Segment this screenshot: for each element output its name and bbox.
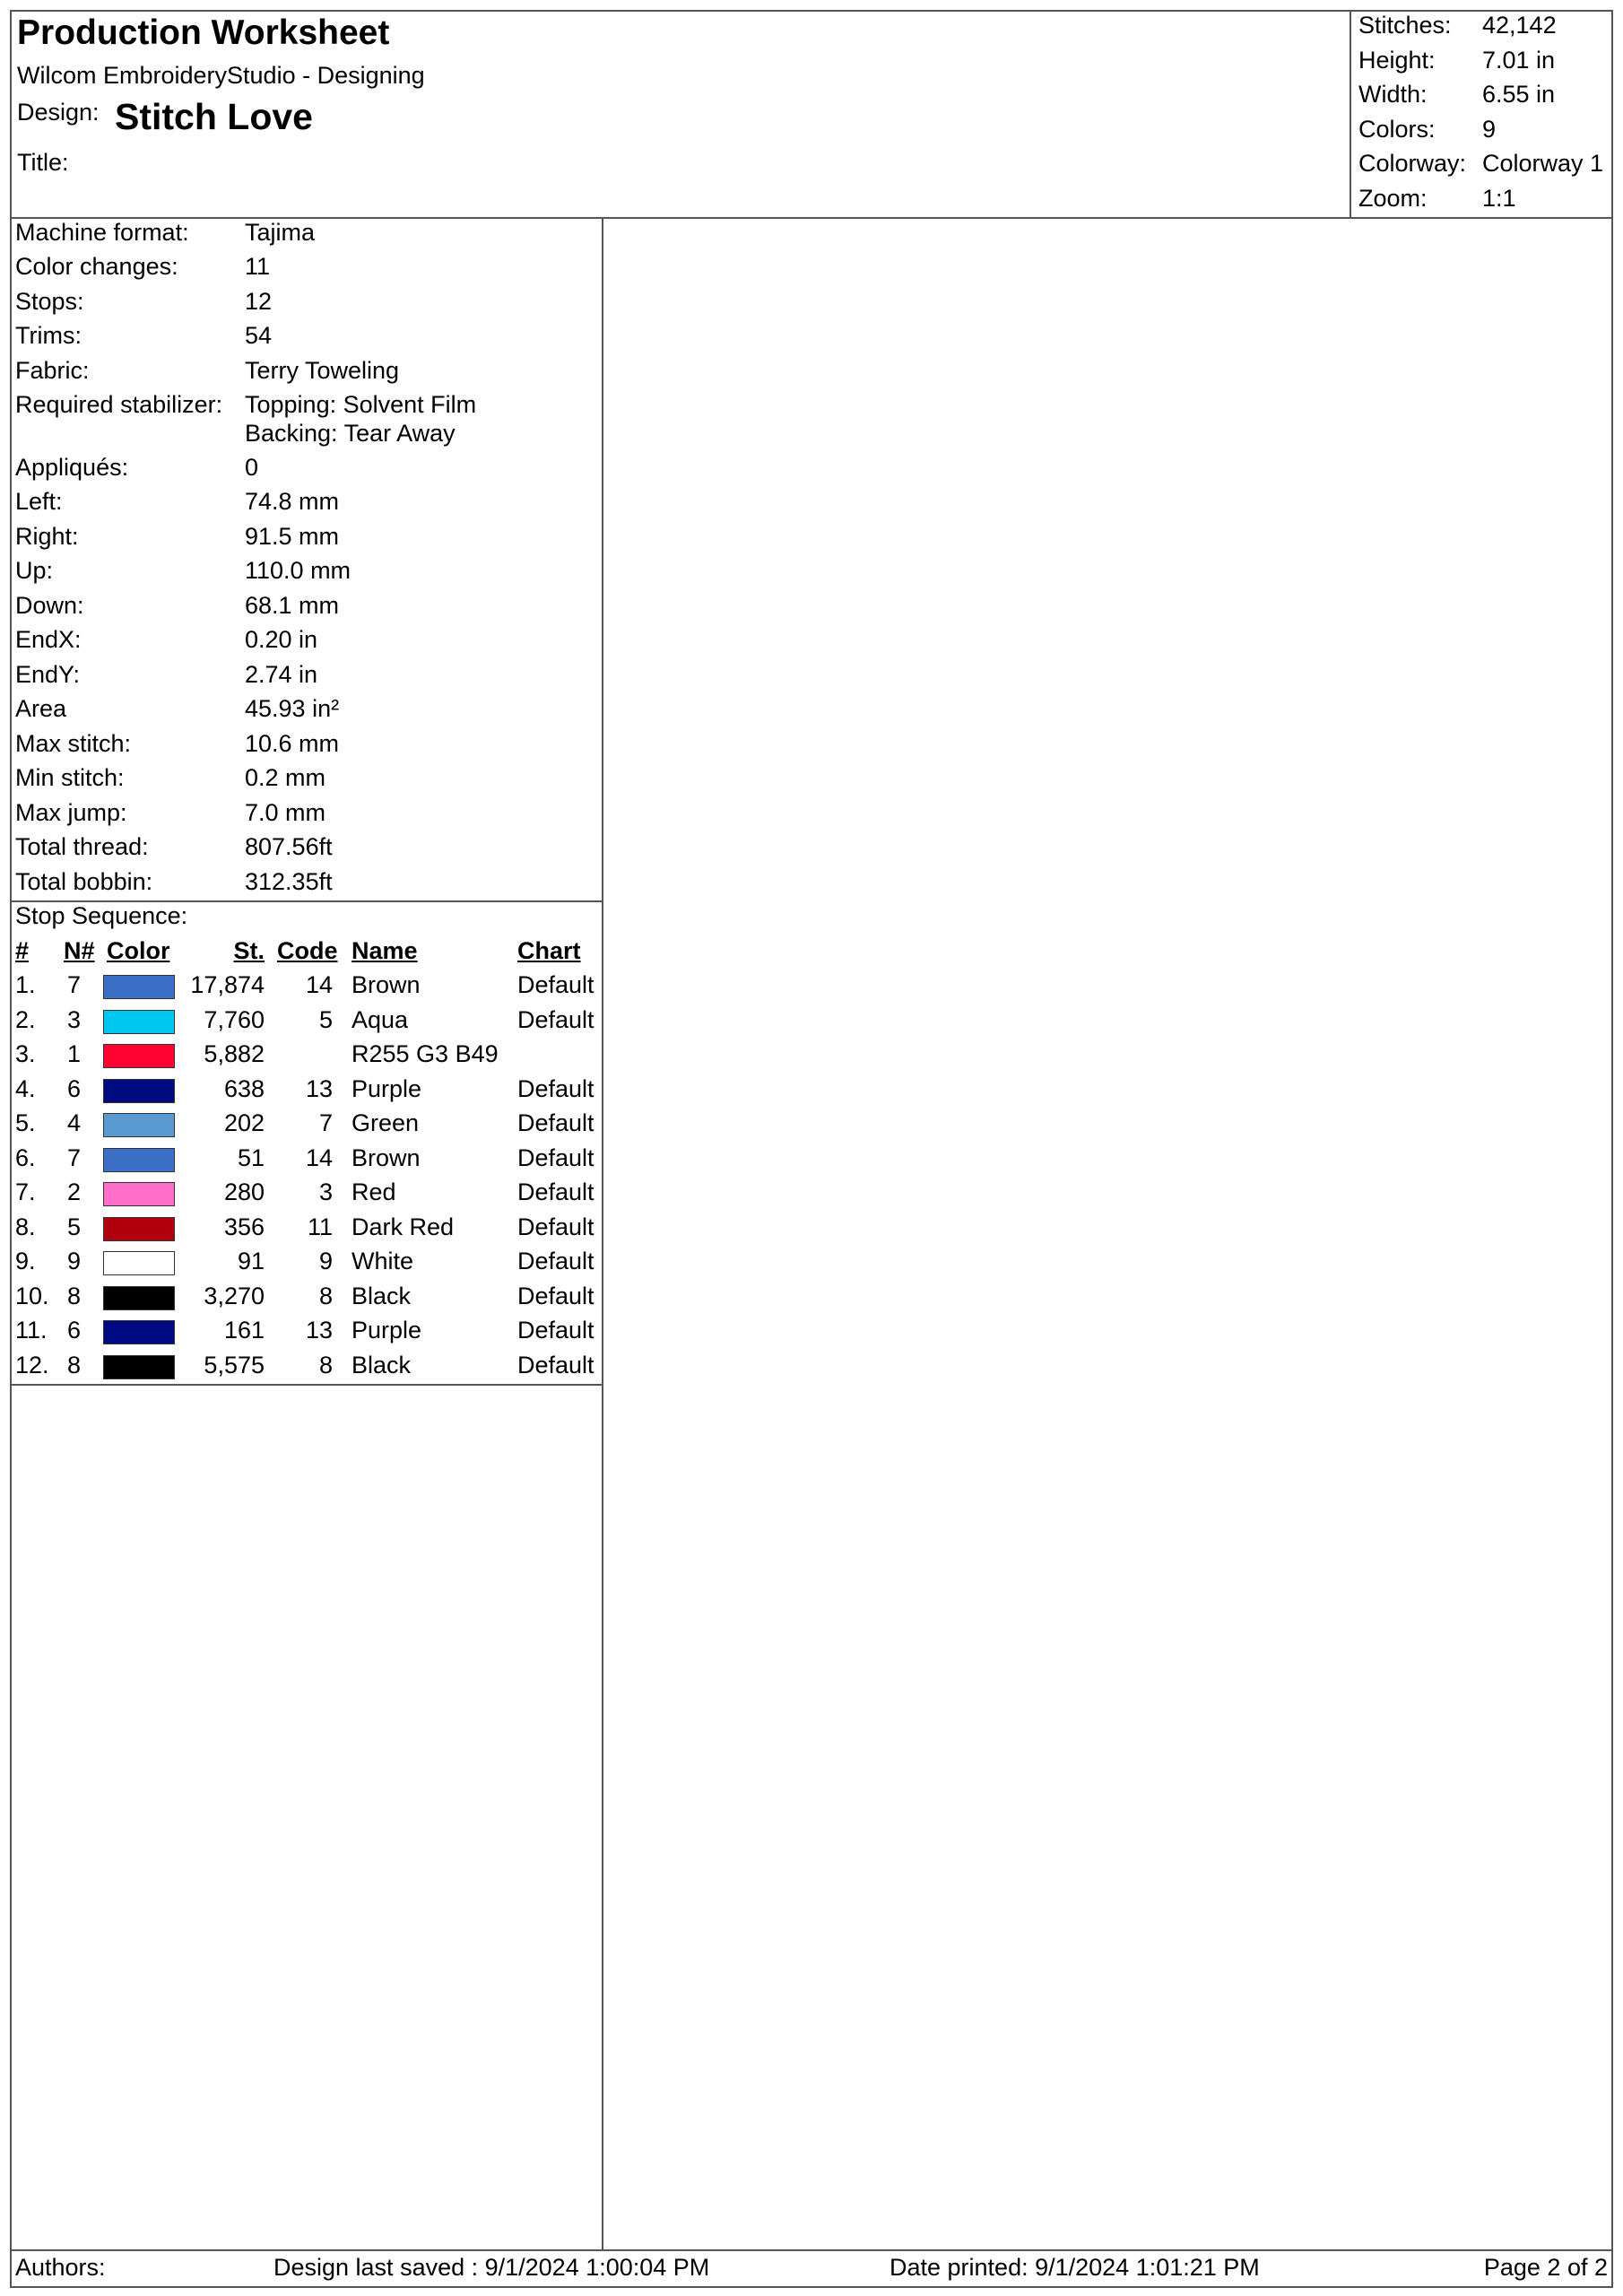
footer-divider bbox=[10, 2249, 1613, 2251]
stat-value: 1:1 bbox=[1482, 185, 1516, 212]
worksheet-header bbox=[10, 10, 1351, 219]
thread-color-swatch bbox=[103, 975, 175, 999]
row-stitches: 356 bbox=[223, 1213, 265, 1240]
info-value: 807.56ft bbox=[245, 833, 333, 860]
info-label: EndY: bbox=[15, 661, 81, 688]
row-chart: Default bbox=[517, 1317, 595, 1344]
stat-colorway bbox=[1358, 150, 1604, 178]
stat-stitches bbox=[1358, 12, 1557, 39]
row-number: 1. bbox=[15, 971, 36, 998]
col-chart-header: Chart bbox=[517, 937, 581, 964]
row-needle: 3 bbox=[67, 1006, 82, 1033]
info-area bbox=[15, 695, 340, 723]
info-label: Fabric: bbox=[15, 357, 90, 384]
footer-page-number: Page 2 of 2 bbox=[1483, 2254, 1608, 2281]
info-stabilizer bbox=[15, 391, 477, 419]
thread-color-swatch bbox=[103, 1113, 175, 1137]
info-label: Color changes: bbox=[15, 253, 178, 280]
stat-label: Width: bbox=[1358, 81, 1428, 108]
stat-label: Colors: bbox=[1358, 116, 1436, 143]
stat-value: 9 bbox=[1482, 116, 1497, 143]
info-value: Backing: Tear Away bbox=[245, 420, 456, 447]
row-thread-name: Red bbox=[352, 1178, 396, 1205]
software-name: Wilcom EmbroideryStudio - Designing bbox=[17, 62, 425, 89]
stat-width bbox=[1358, 81, 1556, 109]
info-total-thread bbox=[15, 833, 333, 861]
info-endy bbox=[15, 661, 318, 689]
col-color-header: Color bbox=[107, 937, 170, 964]
info-value: 2.74 in bbox=[245, 661, 318, 688]
row-chart: Default bbox=[517, 1144, 595, 1171]
row-needle: 5 bbox=[67, 1213, 82, 1240]
row-thread-name: Purple bbox=[352, 1075, 422, 1102]
info-stops bbox=[15, 288, 273, 316]
row-thread-name: Brown bbox=[352, 1144, 421, 1171]
info-label: Up: bbox=[15, 557, 54, 584]
row-code: 8 bbox=[318, 1283, 333, 1309]
footer-date-printed: Date printed: 9/1/2024 1:01:21 PM bbox=[890, 2254, 1260, 2281]
footer-authors: Authors: bbox=[15, 2254, 106, 2281]
row-code: 5 bbox=[318, 1006, 333, 1033]
thread-color-swatch bbox=[103, 1010, 175, 1034]
row-needle: 9 bbox=[67, 1248, 82, 1274]
row-thread-name: R255 G3 B49 bbox=[352, 1040, 499, 1067]
stat-label: Colorway: bbox=[1358, 150, 1467, 177]
info-label: Area bbox=[15, 695, 67, 722]
info-label: Right: bbox=[15, 523, 79, 550]
row-chart: Default bbox=[517, 1178, 595, 1205]
info-trims bbox=[15, 322, 273, 350]
row-number: 8. bbox=[15, 1213, 36, 1240]
info-min-stitch bbox=[15, 764, 326, 792]
info-value: 74.8 mm bbox=[245, 488, 340, 515]
info-left bbox=[15, 488, 340, 516]
row-code: 11 bbox=[307, 1213, 333, 1240]
info-value: 45.93 in² bbox=[245, 695, 340, 722]
info-label: Machine format: bbox=[15, 219, 189, 246]
row-number: 2. bbox=[15, 1006, 36, 1033]
info-label: Max stitch: bbox=[15, 730, 132, 757]
info-value: 91.5 mm bbox=[245, 523, 340, 550]
info-value: 11 bbox=[245, 253, 271, 280]
row-thread-name: Dark Red bbox=[352, 1213, 455, 1240]
thread-color-swatch bbox=[103, 1355, 175, 1379]
stop-sequence-title: Stop Sequence: bbox=[15, 902, 188, 929]
info-label: EndX: bbox=[15, 626, 82, 653]
row-chart: Default bbox=[517, 1109, 595, 1136]
info-machine-format bbox=[15, 219, 316, 247]
row-stitches: 202 bbox=[223, 1109, 265, 1136]
row-number: 10. bbox=[15, 1283, 49, 1309]
row-chart: Default bbox=[517, 1283, 595, 1309]
page-title: Production Worksheet bbox=[17, 13, 390, 52]
row-stitches: 280 bbox=[223, 1178, 265, 1205]
col-stitches-header: St. bbox=[233, 937, 265, 964]
row-stitches: 3,270 bbox=[204, 1283, 265, 1309]
info-label: Left: bbox=[15, 488, 63, 515]
row-thread-name: Black bbox=[352, 1352, 412, 1378]
row-needle: 4 bbox=[67, 1109, 82, 1136]
row-code: 9 bbox=[318, 1248, 333, 1274]
info-label: Trims: bbox=[15, 322, 82, 349]
row-stitches: 5,882 bbox=[204, 1040, 265, 1067]
design-preview-area bbox=[603, 219, 1613, 2249]
row-code: 7 bbox=[318, 1109, 333, 1136]
info-appliques bbox=[15, 454, 259, 482]
thread-color-swatch bbox=[103, 1286, 175, 1310]
col-needle-header: N# bbox=[64, 937, 95, 964]
info-right bbox=[15, 523, 340, 551]
row-needle: 2 bbox=[67, 1178, 82, 1205]
row-chart: Default bbox=[517, 1248, 595, 1274]
design-info-column bbox=[10, 219, 603, 2251]
row-number: 6. bbox=[15, 1144, 36, 1171]
stat-value: 42,142 bbox=[1482, 12, 1557, 39]
row-chart: Default bbox=[517, 1213, 595, 1240]
thread-color-swatch bbox=[103, 1217, 175, 1241]
info-value: Topping: Solvent Film bbox=[245, 391, 477, 418]
row-chart: Default bbox=[517, 1006, 595, 1033]
row-number: 7. bbox=[15, 1178, 36, 1205]
row-number: 5. bbox=[15, 1109, 36, 1136]
info-max-jump bbox=[15, 799, 326, 827]
row-thread-name: Black bbox=[352, 1283, 412, 1309]
title-label: Title: bbox=[17, 149, 69, 176]
info-label: Appliqués: bbox=[15, 454, 129, 481]
row-stitches: 91 bbox=[237, 1248, 265, 1274]
row-thread-name: White bbox=[352, 1248, 414, 1274]
row-needle: 6 bbox=[67, 1317, 82, 1344]
design-stats-panel bbox=[1350, 10, 1613, 219]
row-stitches: 161 bbox=[223, 1317, 265, 1344]
row-code: 13 bbox=[305, 1317, 333, 1344]
row-thread-name: Purple bbox=[352, 1317, 422, 1344]
info-label: Min stitch: bbox=[15, 764, 125, 791]
row-needle: 6 bbox=[67, 1075, 82, 1102]
info-value: Terry Toweling bbox=[245, 357, 400, 384]
info-label: Total bobbin: bbox=[15, 868, 153, 895]
row-chart: Default bbox=[517, 971, 595, 998]
row-number: 3. bbox=[15, 1040, 36, 1067]
row-needle: 7 bbox=[67, 971, 82, 998]
info-label: Down: bbox=[15, 592, 84, 619]
table-bottom-divider bbox=[10, 1384, 602, 1386]
row-thread-name: Brown bbox=[352, 971, 421, 998]
stat-label: Zoom: bbox=[1358, 185, 1428, 212]
row-number: 4. bbox=[15, 1075, 36, 1102]
info-value: 10.6 mm bbox=[245, 730, 340, 757]
col-code-header: Code bbox=[277, 937, 338, 964]
footer-last-saved: Design last saved : 9/1/2024 1:00:04 PM bbox=[273, 2254, 710, 2281]
stat-value: 6.55 in bbox=[1482, 81, 1556, 108]
thread-color-swatch bbox=[103, 1044, 175, 1068]
row-chart: Default bbox=[517, 1075, 595, 1102]
info-label: Max jump: bbox=[15, 799, 127, 826]
row-needle: 7 bbox=[67, 1144, 82, 1171]
info-value: 12 bbox=[245, 288, 273, 315]
stat-value: Colorway 1 bbox=[1482, 150, 1604, 177]
row-number: 11. bbox=[15, 1317, 48, 1344]
stat-zoom bbox=[1358, 185, 1516, 213]
row-stitches: 638 bbox=[223, 1075, 265, 1102]
thread-color-swatch bbox=[103, 1251, 175, 1275]
info-value: Tajima bbox=[245, 219, 316, 246]
info-label: Stops: bbox=[15, 288, 84, 315]
stat-value: 7.01 in bbox=[1482, 47, 1556, 74]
info-down bbox=[15, 592, 340, 620]
info-value: 0.20 in bbox=[245, 626, 318, 653]
info-value: 7.0 mm bbox=[245, 799, 326, 826]
stat-height bbox=[1358, 47, 1556, 74]
thread-color-swatch bbox=[103, 1320, 175, 1344]
row-chart: Default bbox=[517, 1352, 595, 1378]
info-max-stitch bbox=[15, 730, 340, 758]
row-needle: 8 bbox=[67, 1283, 82, 1309]
info-up bbox=[15, 557, 352, 585]
row-needle: 8 bbox=[67, 1352, 82, 1378]
row-code: 8 bbox=[318, 1352, 333, 1378]
info-value: 0 bbox=[245, 454, 259, 481]
row-stitches: 7,760 bbox=[204, 1006, 265, 1033]
info-label: Total thread: bbox=[15, 833, 149, 860]
thread-color-swatch bbox=[103, 1182, 175, 1206]
row-stitches: 5,575 bbox=[204, 1352, 265, 1378]
row-number: 9. bbox=[15, 1248, 36, 1274]
info-value: 68.1 mm bbox=[245, 592, 340, 619]
info-value: 312.35ft bbox=[245, 868, 333, 895]
design-name: Stitch Love bbox=[115, 96, 313, 137]
row-thread-name: Green bbox=[352, 1109, 420, 1136]
stat-label: Stitches: bbox=[1358, 12, 1452, 39]
col-name-header: Name bbox=[352, 937, 418, 964]
row-code: 13 bbox=[305, 1075, 333, 1102]
thread-color-swatch bbox=[103, 1079, 175, 1103]
row-code: 3 bbox=[318, 1178, 333, 1205]
info-label: Required stabilizer: bbox=[15, 391, 223, 418]
row-number: 12. bbox=[15, 1352, 49, 1378]
row-code: 14 bbox=[305, 1144, 333, 1171]
thread-color-swatch bbox=[103, 1148, 175, 1172]
row-stitches: 17,874 bbox=[190, 971, 265, 998]
info-total-bobbin bbox=[15, 868, 333, 896]
col-num-header: # bbox=[15, 937, 30, 964]
row-code: 14 bbox=[305, 971, 333, 998]
info-endx bbox=[15, 626, 318, 654]
info-value: 54 bbox=[245, 322, 273, 349]
row-stitches: 51 bbox=[237, 1144, 265, 1171]
row-thread-name: Aqua bbox=[352, 1006, 409, 1033]
design-label: Design: bbox=[17, 99, 100, 126]
info-fabric bbox=[15, 357, 400, 385]
row-needle: 1 bbox=[67, 1040, 82, 1067]
stat-colors bbox=[1358, 116, 1497, 144]
info-color-changes bbox=[15, 253, 271, 281]
info-value: 110.0 mm bbox=[245, 557, 352, 584]
stat-label: Height: bbox=[1358, 47, 1436, 74]
info-value: 0.2 mm bbox=[245, 764, 326, 791]
